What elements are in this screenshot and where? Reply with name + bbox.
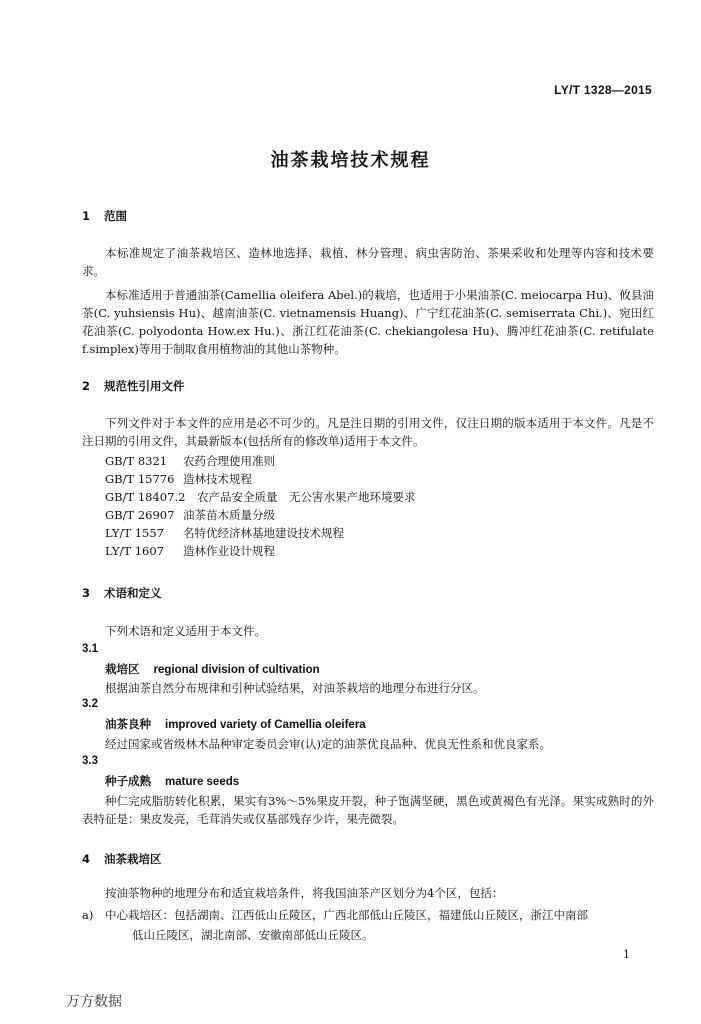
section-number: 2 [82, 379, 91, 393]
reference-name: 农药合理使用准则 [183, 454, 275, 468]
term-number: 3.1 [82, 643, 98, 655]
list-marker: a) [82, 908, 94, 922]
term-en: regional division of cultivation [153, 664, 320, 676]
section-number: 1 [82, 209, 91, 223]
reference-code: LY/T 1557 [105, 526, 164, 540]
reference-item [105, 488, 416, 506]
reference-name: 油茶苗木质量分级 [183, 508, 275, 522]
section-1-heading [82, 208, 127, 224]
term-zh: 油茶良种 [105, 717, 151, 731]
section-title: 术语和定义 [104, 586, 162, 600]
reference-code: GB/T 18407.2 [105, 490, 186, 504]
reference-code: GB/T 15776 [105, 472, 175, 486]
reference-name: 造林作业设计规程 [183, 544, 275, 558]
section-2-heading [82, 378, 185, 394]
section-title: 范围 [104, 209, 127, 223]
term-definition: 根据油茶自然分布规律和引种试验结果，对油茶栽培的地理分布进行分区。 [105, 681, 485, 695]
section-3-heading [82, 585, 162, 601]
reference-code: GB/T 26907 [105, 508, 175, 522]
reference-item [105, 524, 416, 542]
term-number: 3.2 [82, 698, 98, 710]
term-en: mature seeds [165, 776, 240, 788]
reference-name: 名特优经济林基地建设技术规程 [183, 526, 344, 540]
section-2-paragraph-1: 下列文件对于本文件的应用是必不可少的。凡是注日期的引用文件，仅注日期的版本适用于本文件。凡是不注日期的引用文件，其最新版本(包括所有的修改单)适用于本文件。 [82, 416, 654, 448]
reference-item [105, 506, 416, 524]
term-number: 3.3 [82, 755, 98, 767]
reference-name: 农产品安全质量 无公害水果产地环境要求 [197, 490, 416, 504]
term-heading [105, 661, 320, 677]
term-heading [105, 716, 366, 732]
term-zh: 栽培区 [105, 662, 140, 676]
section-3-paragraph-1: 下列术语和定义适用于本文件。 [105, 624, 266, 638]
reference-name: 造林技术规程 [183, 472, 252, 486]
section-1-paragraph-2: 本标准适用于普通油茶(Camellia oleifera Abel.)的栽培，也适用于小果油茶(C. meiocarpa Hu)、攸县油茶(C. yuhsiensis Hu)、越南油茶(C. vietnamensis Huang)、广宁红花油茶(C. semiserrata Chi.)、宛田红花油茶(C. polyodonta How.ex Hu.)、浙江红花油茶(C. chekiangolesa Hu)、腾冲红花油茶(C. retifulate f.simplex)等用于制取食用植物油的其他山茶物种。 [82, 288, 654, 356]
section-title: 规范性引用文件 [104, 379, 185, 393]
term-en: improved variety of Camellia oleifera [165, 719, 366, 731]
section-number: 4 [82, 852, 91, 866]
zone-list-item-a [82, 905, 654, 945]
section-1-paragraph-1: 本标准规定了油茶栽培区、造林地选择、栽植、林分管理、病虫害防治、茶果采收和处理等内容和技术要求。 [82, 246, 654, 278]
reference-item [105, 452, 416, 470]
term-zh: 种子成熟 [105, 774, 151, 788]
standard-number: LY/T 1328—2015 [554, 83, 652, 97]
reference-item [105, 542, 416, 560]
zone-text-line-1: 中心栽培区：包括湖南、江西低山丘陵区，广西北部低山丘陵区，福建低山丘陵区，浙江中南部 [105, 908, 588, 922]
document-title: 油茶栽培技术规程 [270, 150, 431, 171]
section-title: 油茶栽培区 [104, 852, 162, 866]
term-definition: 种仁完成脂肪转化积累，果实有3%～5%果皮开裂，种子饱满坚硬，黑色或黄褐色有光泽。果实成熟时的外表特征是：果皮发亮，毛茸消失或仅基部残存少许，果壳微裂。 [82, 794, 654, 826]
watermark: 万方数据 [66, 994, 122, 1010]
section-number: 3 [82, 586, 91, 600]
zone-text-line-2: 低山丘陵区，湖北南部、安徽南部低山丘陵区。 [132, 928, 374, 942]
reference-list [105, 452, 416, 560]
term-heading [105, 773, 239, 789]
section-4-heading [82, 851, 162, 867]
reference-code: LY/T 1607 [105, 544, 164, 558]
section-4-paragraph-1: 按油茶物种的地理分布和适宜栽培条件，将我国油茶产区划分为4个区，包括： [105, 886, 504, 900]
reference-item [105, 470, 416, 488]
reference-code: GB/T 8321 [105, 454, 168, 468]
term-definition: 经过国家或省级林木品种审定委员会审(认)定的油茶优良品种、优良无性系和优良家系。 [105, 737, 551, 751]
page-number: 1 [623, 948, 630, 961]
